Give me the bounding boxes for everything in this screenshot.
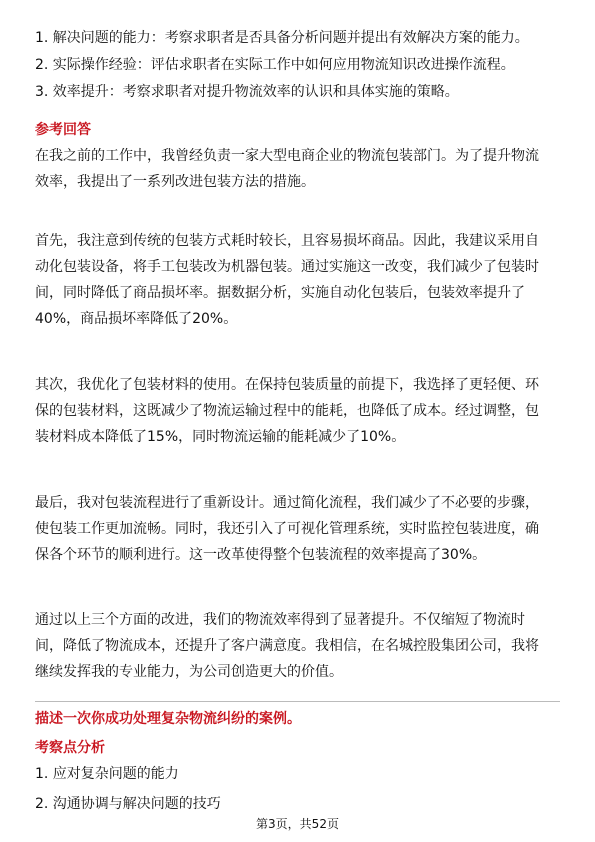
answer-paragraph	[35, 143, 560, 195]
exam-point-item: 3. 效率提升：考察求职者对提升物流效率的认识和具体实施的策略。	[35, 84, 459, 100]
section-divider	[35, 701, 560, 702]
exam-points-intro-list	[35, 27, 560, 103]
paragraph-line: 间，同时降低了商品损坏率。据数据分析，实施自动化包装后，包装效率提升了	[35, 285, 525, 301]
paragraph-line: 保各个环节的顺利进行。这一改革使得整个包装流程的效率提高了30%。	[35, 547, 487, 563]
paragraph-line: 保的包装材料，这既减少了物流运输过程中的能耗，也降低了成本。经过调整，包	[35, 403, 539, 419]
paragraph-line: 装材料成本降低了15%，同时物流运输的能耗减少了10%。	[35, 429, 406, 445]
paragraph-line: 最后，我对包装流程进行了重新设计。通过简化流程，我们减少了不必要的步骤，	[35, 495, 539, 511]
next-exam-points-list	[35, 763, 560, 815]
answer-paragraph	[35, 228, 560, 332]
exam-point-item: 1. 应对复杂问题的能力	[35, 766, 179, 782]
paragraph-line: 在我之前的工作中，我曾经负责一家大型电商企业的物流包装部门。为了提升物流	[35, 148, 539, 164]
paragraph-line: 通过以上三个方面的改进，我们的物流效率得到了显著提升。不仅缩短了物流时	[35, 612, 525, 628]
exam-point-item: 2. 实际操作经验：评估求职者在实际工作中如何应用物流知识改进操作流程。	[35, 57, 515, 73]
paragraph-line: 动化包装设备，将手工包装改为机器包装。通过实施这一改变，我们减少了包装时	[35, 259, 539, 275]
answer-paragraph	[35, 607, 560, 685]
paragraph-line: 间，降低了物流成本，还提升了客户满意度。我相信，在名城控股集团公司，我将	[35, 638, 539, 654]
answer-paragraph	[35, 372, 560, 450]
next-question-heading: 描述一次你成功处理复杂物流纠纷的案例。	[35, 711, 301, 727]
paragraph-line: 继续发挥我的专业能力，为公司创造更大的价值。	[35, 664, 343, 680]
paragraph-line: 40%，商品损坏率降低了20%。	[35, 311, 238, 327]
paragraph-line: 首先，我注意到传统的包装方式耗时较长，且容易损坏商品。因此，我建议采用自	[35, 233, 539, 249]
reference-heading: 参考回答	[35, 122, 91, 138]
answer-paragraph	[35, 490, 560, 568]
page-footer: 第3页，共52页	[256, 817, 339, 831]
exam-point-item: 1. 解决问题的能力：考察求职者是否具备分析问题并提出有效解决方案的能力。	[35, 30, 529, 46]
paragraph-line: 效率，我提出了一系列改进包装方法的措施。	[35, 174, 315, 190]
paragraph-line: 使包装工作更加流畅。同时，我还引入了可视化管理系统，实时监控包装进度，确	[35, 521, 539, 537]
exam-points-heading: 考察点分析	[35, 740, 105, 756]
exam-point-item: 2. 沟通协调与解决问题的技巧	[35, 796, 221, 812]
paragraph-line: 其次，我优化了包装材料的使用。在保持包装质量的前提下，我选择了更轻便、环	[35, 377, 539, 393]
